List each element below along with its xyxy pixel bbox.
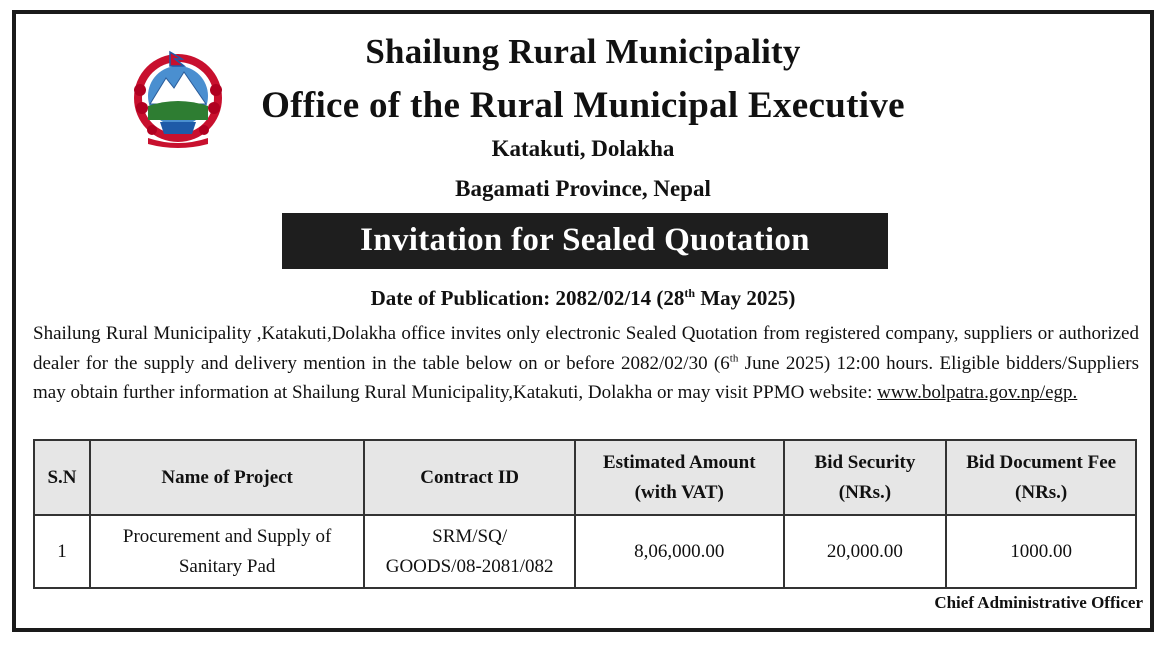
header-security-line1: Bid Security — [814, 451, 916, 473]
province-line: Bagamati Province, Nepal — [455, 176, 711, 201]
notice-banner: Invitation for Sealed Quotation — [282, 213, 888, 269]
header-fee-line2: (NRs.) — [1015, 481, 1068, 503]
header-estimated-amount — [575, 440, 784, 515]
header-security-line2: (NRs.) — [838, 481, 892, 503]
cell-bid-security: 20,000.00 — [784, 515, 947, 588]
cell-contract-line1: SRM/SQ/ — [432, 525, 508, 547]
location-line: Katakuti, Dolakha — [491, 136, 675, 161]
notice-frame — [12, 10, 1154, 632]
cell-contract-line2: GOODS/08-2081/082 — [385, 555, 554, 577]
header-bid-document-fee — [946, 440, 1136, 515]
cell-contract-id — [364, 515, 575, 588]
cell-project — [90, 515, 364, 588]
notice-body-part1: Shailung Rural Municipality ,Katakuti,Dolakha office invites only electronic Sealed Quotation from registered company, suppliers or authorized dealer for the supply and delivery mention in the table below on or before 2082/02/30 (6 — [33, 323, 1139, 374]
header-project: Name of Project — [90, 440, 364, 515]
table-header-row — [34, 440, 1136, 515]
header-bid-security — [784, 440, 947, 515]
header-amount-line2: (with VAT) — [634, 481, 724, 503]
publication-date-sup: th — [684, 286, 696, 300]
notice-body-sup: th — [729, 352, 739, 365]
table-row — [34, 515, 1136, 588]
cell-project-line2: Sanitary Pad — [178, 555, 276, 577]
publication-date-suffix: May 2025) — [695, 286, 796, 310]
notice-body — [33, 319, 1139, 408]
cell-project-line1: Procurement and Supply of — [122, 525, 332, 547]
cell-estimated-amount: 8,06,000.00 — [575, 515, 784, 588]
office-title: Office of the Rural Municipal Executive — [261, 85, 905, 126]
cell-sn: 1 — [34, 515, 90, 588]
notice-body-part2: June 2025) 12:00 hours. Eligible bidders/Suppliers may obtain further information at Shailung Rural Municipality,Katakuti, Dolakha or may visit PPMO website: — [33, 352, 1139, 403]
publication-date — [16, 286, 1150, 311]
header-amount-line1: Estimated Amount — [602, 451, 756, 473]
municipality-title: Shailung Rural Municipality — [365, 32, 801, 71]
cell-bid-document-fee: 1000.00 — [946, 515, 1136, 588]
ppmo-website-link[interactable]: www.bolpatra.gov.np/egp. — [877, 382, 1078, 403]
publication-date-prefix: Date of Publication: 2082/02/14 (28 — [370, 286, 685, 310]
header-fee-line1: Bid Document Fee — [966, 451, 1117, 473]
header-sn: S.N — [34, 440, 90, 515]
bid-table — [33, 439, 1137, 589]
signatory-title: Chief Administrative Officer — [934, 593, 1143, 612]
header-contract-id: Contract ID — [364, 440, 575, 515]
